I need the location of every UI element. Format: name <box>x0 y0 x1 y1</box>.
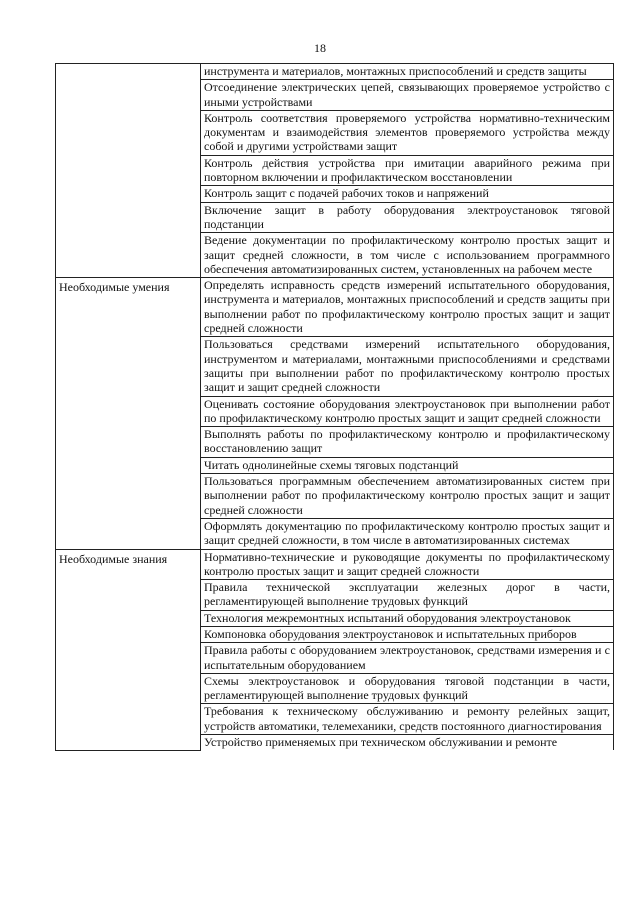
section-label-knowledge: Необходимые знания <box>56 549 201 750</box>
requirement-item: Контроль соответствия проверяемого устройства нормативно-техническим документам и взаимодействия элементов проверяемого устройства между собой и другими устройствами защит <box>201 110 614 155</box>
requirement-item: Нормативно-технические и руководящие документы по профилактическому контролю простых защит и защит средней сложности <box>201 549 614 580</box>
requirement-item: Включение защит в работу оборудования электроустановок тяговой подстанции <box>201 202 614 233</box>
requirement-item: Читать однолинейные схемы тяговых подстанций <box>201 457 614 473</box>
table-row <box>56 278 614 337</box>
requirement-item: Ведение документации по профилактическому контролю простых защит и защит средней сложности, в том числе с использованием программного обеспечения автоматизированных систем, установленных на рабочем месте <box>201 233 614 278</box>
page-number: 18 <box>314 41 326 55</box>
requirements-table-body <box>56 64 614 751</box>
table-row <box>56 549 614 580</box>
requirement-item: Контроль действия устройства при имитации аварийного режима при повторном включении и профилактическом восстановлении <box>201 155 614 186</box>
requirement-item: Контроль защит с подачей рабочих токов и напряжений <box>201 186 614 202</box>
requirement-item: инструмента и материалов, монтажных приспособлений и средств защиты <box>201 64 614 80</box>
requirement-item: Компоновка оборудования электроустановок и испытательных приборов <box>201 626 614 642</box>
requirement-item: Схемы электроустановок и оборудования тяговой подстанции в части, регламентирующей выполнение трудовых функций <box>201 673 614 704</box>
requirement-item: Правила технической эксплуатации железных дорог в части, регламентирующей выполнение трудовых функций <box>201 580 614 611</box>
requirements-table <box>55 63 614 751</box>
requirement-item: Требования к техническому обслуживанию и ремонту релейных защит, устройств автоматики, телемеханики, средств постоянного диагностирования <box>201 704 614 735</box>
requirement-item: Выполнять работы по профилактическому контролю и профилактическому восстановлению защит <box>201 427 614 458</box>
page-bottom-margin <box>0 862 640 905</box>
requirement-item: Пользоваться программным обеспечением автоматизированных систем при выполнении работ по профилактическому контролю простых защит и защит средней сложности <box>201 474 614 519</box>
requirement-item: Технология межремонтных испытаний оборудования электроустановок <box>201 610 614 626</box>
requirement-item: Отсоединение электрических цепей, связывающих проверяемое устройство с иными устройствами <box>201 80 614 111</box>
requirement-item: Устройство применяемых при техническом обслуживании и ремонте <box>201 735 614 751</box>
requirement-item: Определять исправность средств измерений испытательного оборудования, инструмента и материалов, монтажных приспособлений и средств защиты при выполнении работ по профилактическому контролю простых защит и защит средней сложности <box>201 278 614 337</box>
table-row <box>56 64 614 80</box>
requirement-item: Правила работы с оборудованием электроустановок, средствами измерения и с испытательным оборудованием <box>201 643 614 674</box>
requirement-item: Оформлять документацию по профилактическому контролю простых защит и защит средней сложности, в том числе в автоматизированных системах <box>201 518 614 549</box>
section-label-continued <box>56 64 201 278</box>
requirement-item: Оценивать состояние оборудования электроустановок при выполнении работ по профилактическому контролю простых защит и защит средней сложности <box>201 396 614 427</box>
requirement-item: Пользоваться средствами измерений испытательного оборудования, инструментом и материалами, монтажными приспособлениями и средствами защиты при выполнении работ по профилактическому контролю простых защит и защит средней сложности <box>201 337 614 396</box>
section-label-skills: Необходимые умения <box>56 278 201 549</box>
